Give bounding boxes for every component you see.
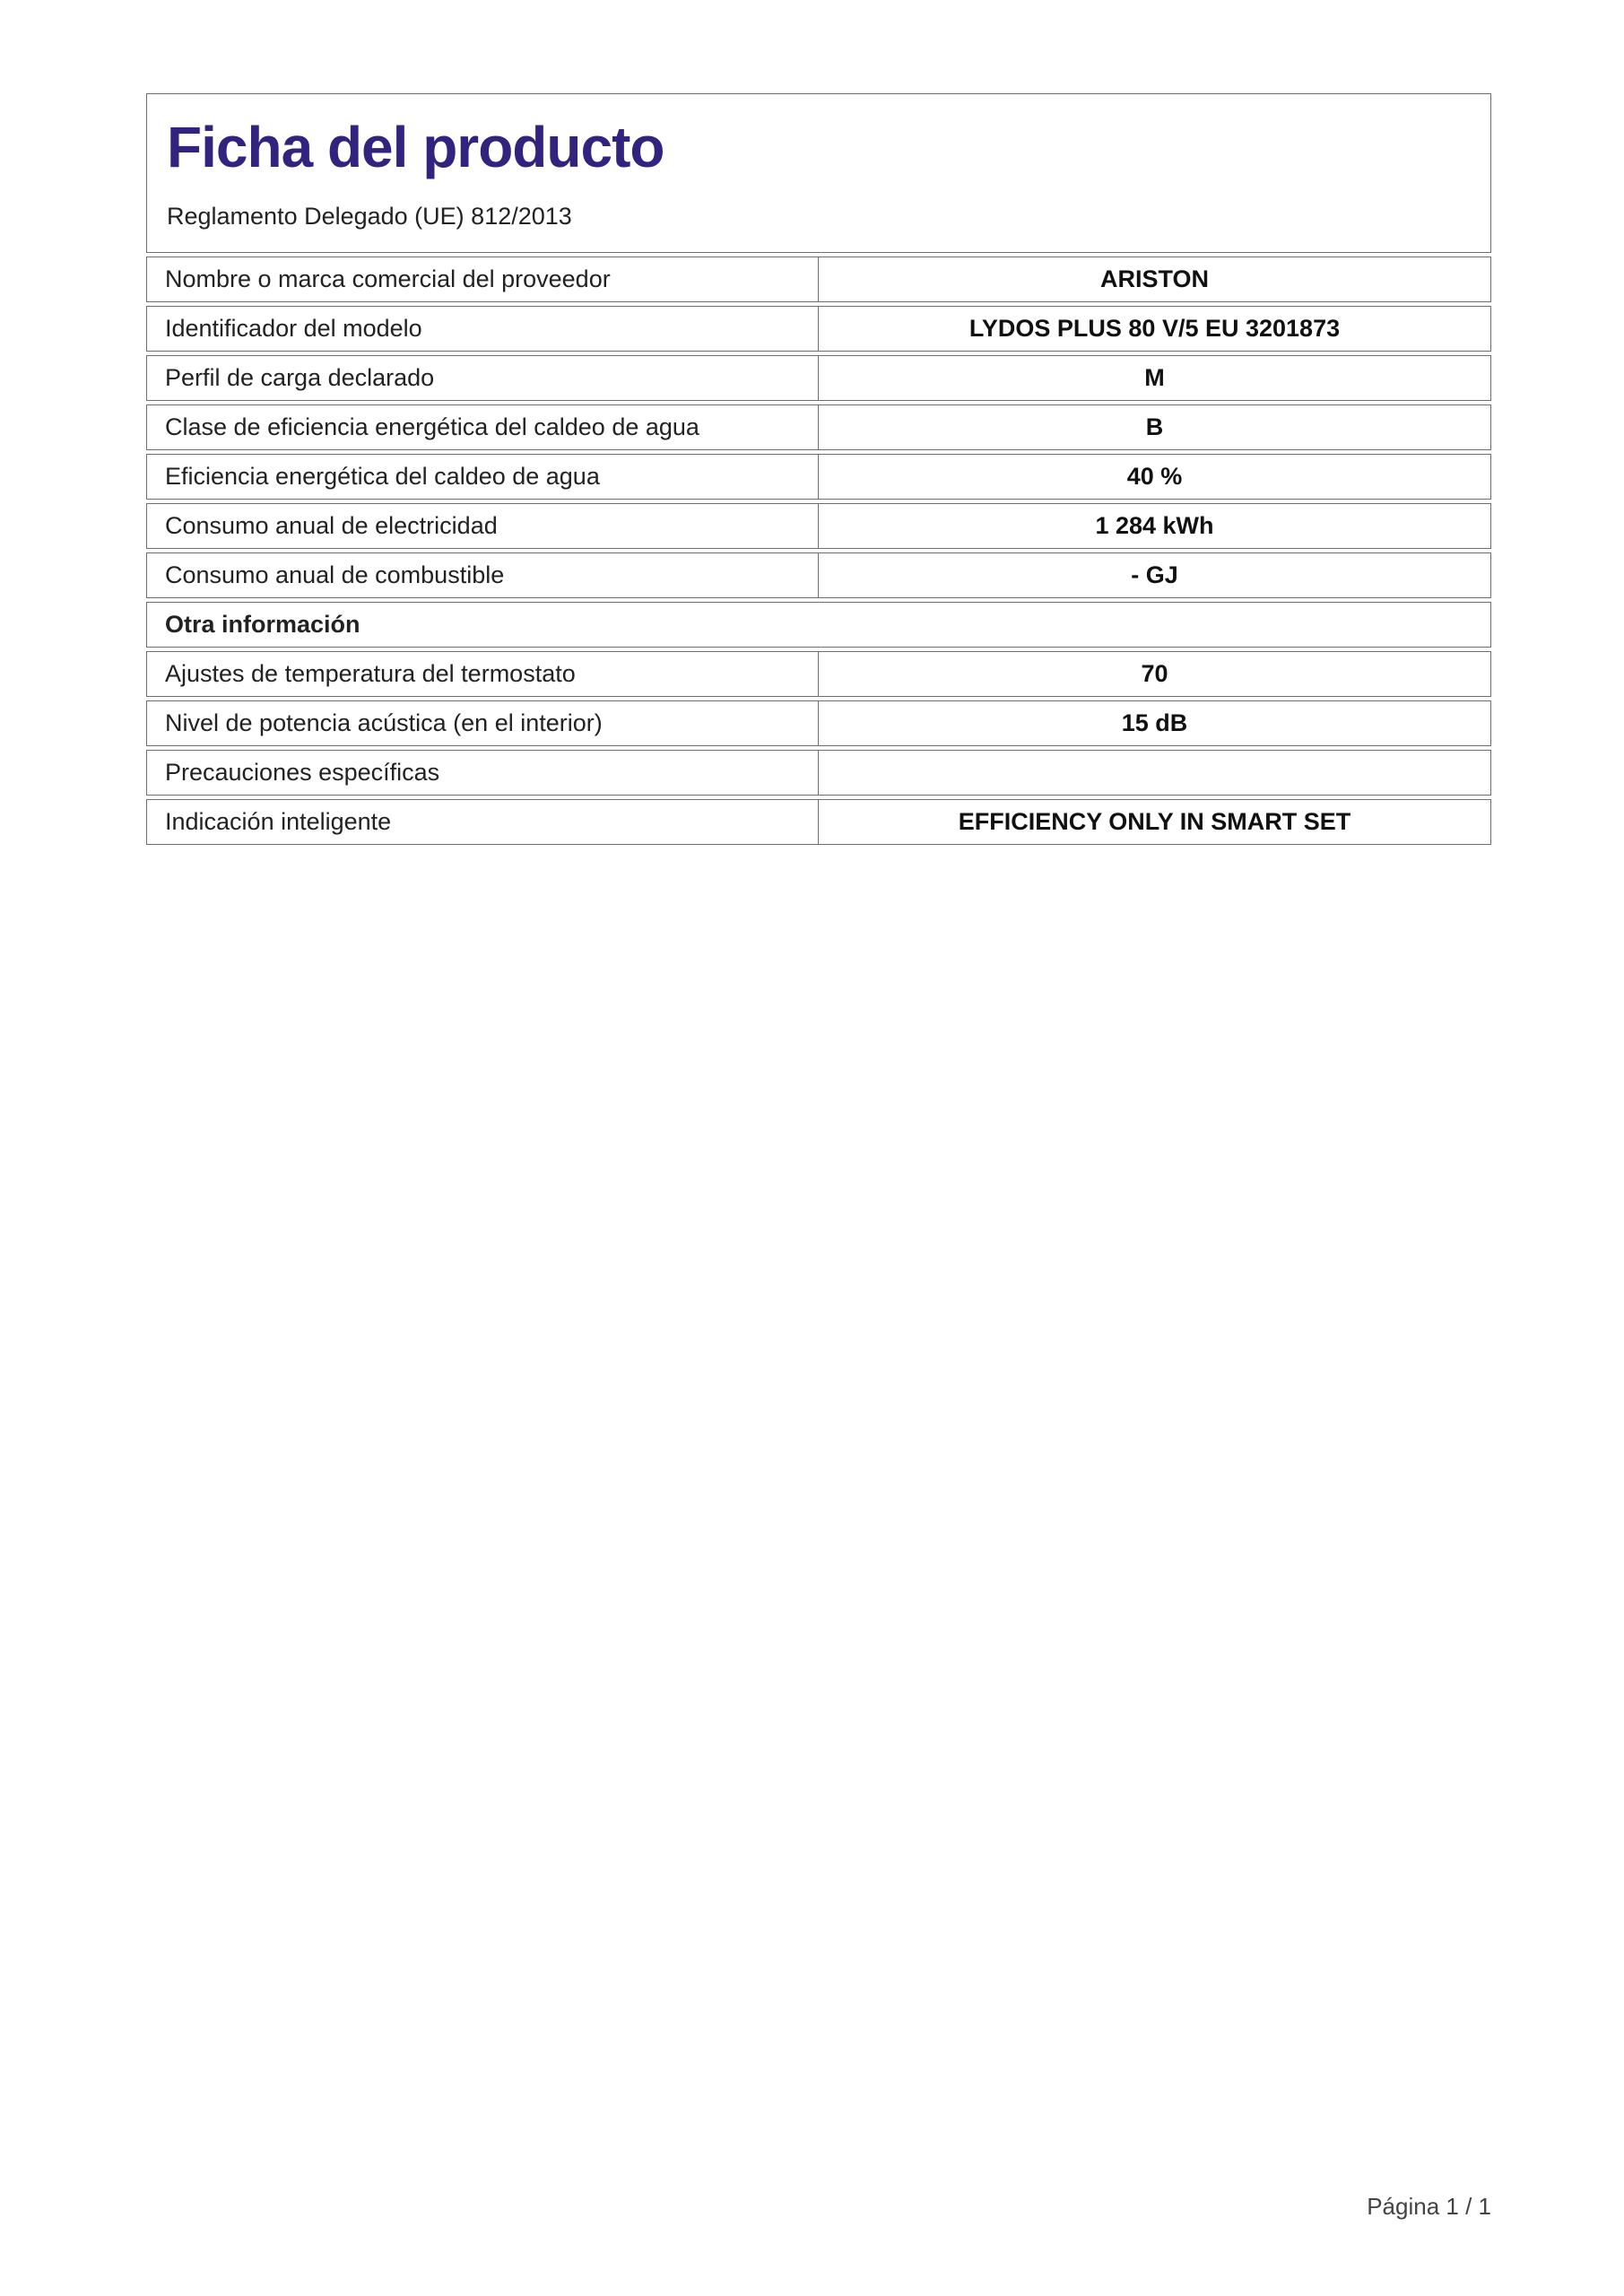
- row-value: - GJ: [1131, 561, 1178, 589]
- table-section-row: [146, 602, 1491, 648]
- product-fiche: [146, 93, 1491, 845]
- row-value: 40 %: [1126, 463, 1183, 491]
- table-row: [146, 552, 1491, 598]
- table-row: [146, 404, 1491, 450]
- table-row: [146, 651, 1491, 697]
- row-label: Perfil de carga declarado: [147, 356, 819, 400]
- row-label: Consumo anual de combustible: [147, 553, 819, 597]
- table-row: [146, 454, 1491, 500]
- section-label: Otra información: [165, 611, 360, 639]
- table-row: [146, 503, 1491, 549]
- row-label: Identificador del modelo: [147, 307, 819, 351]
- table-row: [146, 257, 1491, 302]
- row-value: M: [1144, 364, 1165, 392]
- row-label: Indicación inteligente: [147, 800, 819, 844]
- row-label: Eficiencia energética del caldeo de agua: [147, 455, 819, 499]
- page-number: Página 1 / 1: [1367, 2193, 1491, 2220]
- row-value: 1 284 kWh: [1095, 512, 1214, 540]
- row-label: Nombre o marca comercial del proveedor: [147, 257, 819, 301]
- table-row: [146, 750, 1491, 796]
- table-row: [146, 700, 1491, 746]
- table-row: [146, 355, 1491, 401]
- fiche-header: [146, 93, 1491, 253]
- row-value: ARISTON: [1099, 265, 1209, 293]
- row-value: EFFICIENCY ONLY IN SMART SET: [958, 808, 1351, 836]
- row-value: B: [1145, 413, 1164, 441]
- row-value: [819, 751, 1490, 795]
- row-label: Precauciones específicas: [147, 751, 819, 795]
- row-label: Clase de eficiencia energética del caldeo de agua: [147, 405, 819, 449]
- row-label: Nivel de potencia acústica (en el interior): [147, 701, 819, 745]
- row-value: LYDOS PLUS 80 V/5 EU 3201873: [968, 315, 1341, 343]
- row-label: Ajustes de temperatura del termostato: [147, 652, 819, 696]
- table-row: [146, 306, 1491, 352]
- row-label: Consumo anual de electricidad: [147, 504, 819, 548]
- row-value: 70: [1141, 660, 1168, 688]
- page-title: Ficha del producto: [167, 115, 664, 179]
- product-table: [146, 257, 1491, 845]
- table-row: [146, 799, 1491, 845]
- row-value: 15 dB: [1121, 709, 1188, 737]
- regulation-subtitle: Reglamento Delegado (UE) 812/2013: [167, 203, 572, 230]
